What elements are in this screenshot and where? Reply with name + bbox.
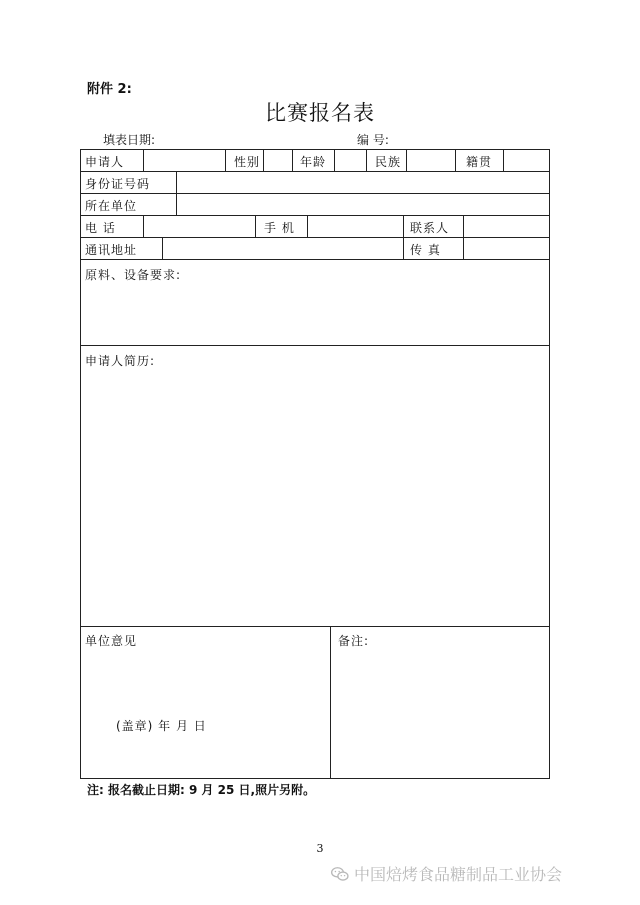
watermark-text: 中国焙烤食品糖制品工业协会 (354, 865, 563, 884)
row-divider (80, 237, 550, 238)
table-border-top (80, 149, 550, 150)
organization-label: 所在单位 (85, 199, 138, 213)
cell-divider (162, 237, 163, 259)
row-divider (80, 171, 550, 172)
gender-label: 性别 (234, 155, 261, 169)
row-divider (80, 345, 550, 346)
cell-divider (263, 149, 264, 171)
fill-date-label: 填表日期: (103, 133, 156, 147)
cell-divider (307, 215, 308, 237)
cell-divider (330, 626, 331, 778)
row-divider (80, 193, 550, 194)
deadline-note: 注: 报名截止日期: 9 月 25 日,照片另附。 (87, 783, 316, 797)
cell-divider (403, 215, 404, 237)
cell-divider (403, 237, 404, 259)
table-border-left (80, 149, 81, 779)
seal-date-line: (盖章) 年 月 日 (116, 719, 207, 733)
applicant-label: 申请人 (85, 155, 125, 169)
age-label: 年龄 (300, 155, 327, 169)
cell-divider (366, 149, 367, 171)
cell-divider (176, 171, 177, 215)
cell-divider (463, 215, 464, 237)
serial-number-label: 编 号: (357, 133, 389, 147)
mobile-label: 手 机 (264, 221, 295, 235)
row-divider (80, 259, 550, 260)
table-border-right (549, 149, 550, 779)
cell-divider (143, 215, 144, 237)
cell-divider (143, 149, 144, 171)
ethnicity-label: 民族 (375, 155, 402, 169)
phone-label: 电 话 (85, 221, 116, 235)
cell-divider (406, 149, 407, 171)
watermark (330, 862, 562, 885)
fax-label: 传 真 (410, 243, 441, 257)
id-number-label: 身份证号码 (85, 177, 151, 191)
cell-divider (225, 149, 226, 171)
cell-divider (455, 149, 456, 171)
attachment-label: 附件 2: (87, 82, 132, 97)
materials-requirements-label: 原料、设备要求: (85, 268, 182, 282)
form-title: 比赛报名表 (265, 101, 375, 125)
remarks-label: 备注: (338, 634, 370, 648)
address-label: 通讯地址 (85, 243, 138, 257)
cell-divider (334, 149, 335, 171)
page-number: 3 (316, 842, 324, 855)
unit-opinion-label: 单位意见 (85, 634, 138, 648)
cell-divider (255, 215, 256, 237)
native-place-label: 籍贯 (466, 155, 493, 169)
resume-label: 申请人简历: (85, 354, 156, 368)
contact-person-label: 联系人 (410, 221, 450, 235)
table-border-bottom (80, 778, 550, 779)
wechat-icon (330, 864, 350, 884)
cell-divider (292, 149, 293, 171)
row-divider (80, 626, 550, 627)
cell-divider (463, 237, 464, 259)
row-divider (80, 215, 550, 216)
cell-divider (503, 149, 504, 171)
